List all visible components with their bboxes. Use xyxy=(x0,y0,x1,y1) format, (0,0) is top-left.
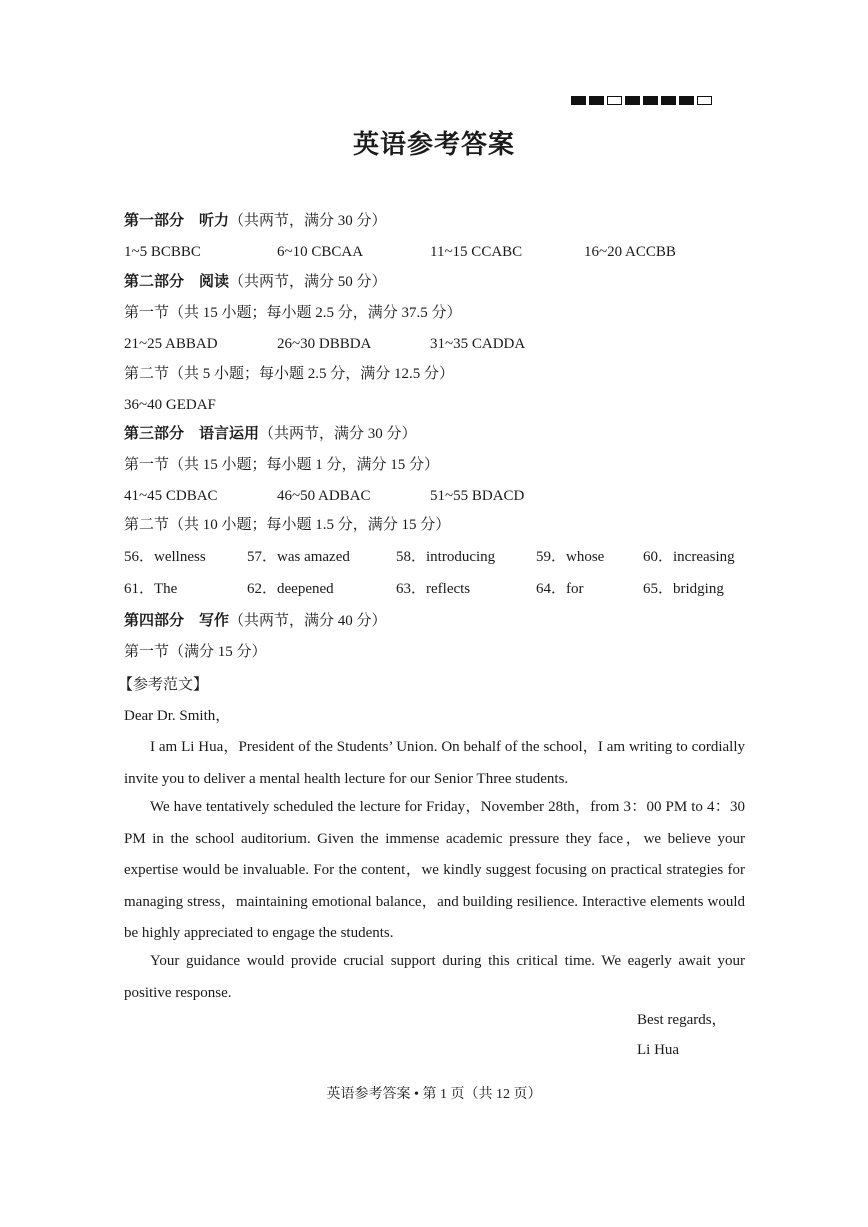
part2-heading: 第二部分 阅读 xyxy=(124,274,230,290)
fill-answer: 57．was amazed xyxy=(247,549,350,565)
answer-group: 46~50 ADBAC xyxy=(277,488,371,504)
part4-line xyxy=(124,611,387,631)
answer-group: 11~15 CCABC xyxy=(430,244,523,260)
mark-filled xyxy=(643,96,658,105)
letter-paragraph: We have tentatively scheduled the lecture for Friday，November 28th，from 3：00 PM to 4：30 PM in the school auditorium. Given the immense academic pressure they face，we believe your expertise would be invaluable. For the content，we kindly suggest focusing on practical strategies for managing stress，maintaining emotional balance，and building resilience. Interactive elements would be highly appreciated to engage the students. xyxy=(124,799,745,941)
part1-heading: 第一部分 听力 xyxy=(124,213,230,229)
part2-note: （共两节，满分 50 分） xyxy=(229,274,387,290)
mark-filled xyxy=(589,96,604,105)
fill-answer: 59．whose xyxy=(536,549,605,565)
part3-section1: 第一节（共 15 小题；每小题 1 分，满分 15 分） xyxy=(124,457,440,473)
answer-group: 26~30 DBBDA xyxy=(277,336,372,352)
part2-section1: 第一节（共 15 小题；每小题 2.5 分，满分 37.5 分） xyxy=(124,305,462,321)
header-marks xyxy=(571,96,712,105)
fill-answer: 56．wellness xyxy=(124,549,206,565)
mark-empty xyxy=(697,96,712,105)
part2-line xyxy=(124,272,387,292)
fill-answer: 63．reflects xyxy=(396,581,471,597)
fill-answer: 64．for xyxy=(536,581,584,597)
part4-heading: 第四部分 写作 xyxy=(124,613,230,629)
answer-group: 41~45 CDBAC xyxy=(124,488,218,504)
letter-paragraph: I am Li Hua，President of the Students’ Union. On behalf of the school，I am writing to cordially invite you to deliver a mental health lecture for our Senior Three students. xyxy=(124,739,745,787)
part3-section2: 第二节（共 10 小题；每小题 1.5 分，满分 15 分） xyxy=(124,517,451,533)
letter-salutation: Dear Dr. Smith， xyxy=(124,708,231,724)
letter-signature: Li Hua xyxy=(637,1042,680,1058)
sample-label: 【参考范文】 xyxy=(118,677,209,693)
answer-group: 51~55 BDACD xyxy=(430,488,525,504)
letter-closing: Best regards， xyxy=(637,1012,727,1028)
mark-empty xyxy=(607,96,622,105)
fill-answer: 62．deepened xyxy=(247,581,334,597)
part2-section2: 第二节（共 5 小题；每小题 2.5 分，满分 12.5 分） xyxy=(124,366,455,382)
part1-note: （共两节，满分 30 分） xyxy=(229,213,387,229)
mark-filled xyxy=(625,96,640,105)
mark-filled xyxy=(679,96,694,105)
part4-section1: 第一节（满分 15 分） xyxy=(124,644,267,660)
letter-paragraph: Your guidance would provide crucial support during this critical time. We eagerly await your positive response. xyxy=(124,953,745,1001)
answer-group: 36~40 GEDAF xyxy=(124,397,216,413)
page-title: 英语参考答案 xyxy=(352,130,515,159)
fill-answer: 58．introducing xyxy=(396,549,496,565)
answer-group: 16~20 ACCBB xyxy=(584,244,676,260)
answer-group: 6~10 CBCAA xyxy=(277,244,364,260)
mark-filled xyxy=(571,96,586,105)
part1-line xyxy=(124,211,387,231)
answer-group: 1~5 BCBBC xyxy=(124,244,201,260)
mark-filled xyxy=(661,96,676,105)
part3-heading: 第三部分 语言运用 xyxy=(124,426,260,442)
fill-answer: 61．The xyxy=(124,581,178,597)
fill-answer: 60．increasing xyxy=(643,549,735,565)
part3-line xyxy=(124,424,417,444)
part3-note: （共两节，满分 30 分） xyxy=(259,426,417,442)
fill-answer: 65．bridging xyxy=(643,581,724,597)
page-footer: 英语参考答案 • 第 1 页（共 12 页） xyxy=(326,1087,542,1102)
answer-group: 31~35 CADDA xyxy=(430,336,526,352)
answer-group: 21~25 ABBAD xyxy=(124,336,218,352)
part4-note: （共两节，满分 40 分） xyxy=(229,613,387,629)
